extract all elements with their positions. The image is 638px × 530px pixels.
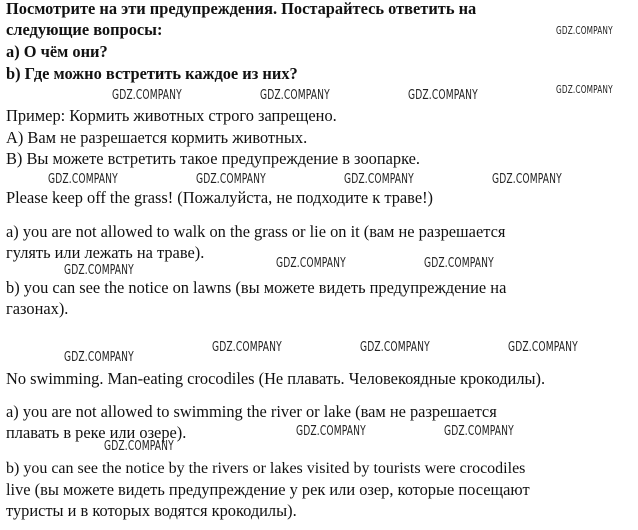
notice2-answer-a-line2: плавать в реке или озере).	[6, 423, 187, 442]
notice1-answer-b-line1: b) you can see the notice on lawns (вы можете видеть предупреждение на	[6, 278, 507, 297]
watermark: GDZ.COMPANY	[408, 88, 478, 103]
notice1-answer-a-line1: a) you are not allowed to walk on the grass or lie on it (вам не разрешается	[6, 222, 506, 241]
notice2-answer-b-line1: b) you can see the notice by the rivers or lakes visited by tourists were crocodiles	[6, 460, 526, 477]
watermark: GDZ.COMPANY	[112, 88, 182, 103]
notice1-answer-a-line2: гулять или лежать на траве).	[6, 243, 205, 262]
notice2-answer-a-line1: a) you are not allowed to swimming the river or lake (вам не разрешается	[6, 402, 497, 421]
watermark: GDZ.COMPANY	[196, 172, 266, 187]
watermark: GDZ.COMPANY	[104, 439, 174, 454]
example-line3: В) Вы можете встретить такое предупреждение в зоопарке.	[6, 149, 420, 168]
watermark: GDZ.COMPANY	[360, 340, 430, 355]
question-b: b) Где можно встретить каждое из них?	[6, 64, 298, 83]
notice1-answer-b-line2: газонах).	[6, 299, 69, 318]
watermark: GDZ.COMPANY	[296, 424, 366, 439]
notice2-answer-b-line2: live (вы можете видеть предупреждение у рек или озер, которые посещают	[6, 480, 530, 499]
question-a: a) О чём они?	[6, 42, 108, 61]
watermark: GDZ.COMPANY	[260, 88, 330, 103]
watermark: GDZ.COMPANY	[424, 256, 494, 271]
watermark: GDZ.COMPANY	[508, 340, 578, 355]
notice2-title: No swimming. Man-eating crocodiles (Не плавать. Человекоядные крокодилы).	[6, 369, 546, 388]
task-heading-line1: Посмотрите на эти предупреждения. Постарайтесь ответить на	[6, 0, 477, 18]
watermark: GDZ.COMPANY	[64, 263, 134, 278]
example-line1: Пример: Кормить животных строго запрещено.	[6, 106, 337, 125]
example-line2: А) Вам не разрешается кормить животных.	[6, 128, 308, 147]
watermark: GDZ.COMPANY	[556, 84, 613, 96]
watermark: GDZ.COMPANY	[492, 172, 562, 187]
watermark: GDZ.COMPANY	[276, 256, 346, 271]
watermark: GDZ.COMPANY	[444, 424, 514, 439]
watermark: GDZ.COMPANY	[64, 350, 134, 365]
watermark: GDZ.COMPANY	[344, 172, 414, 187]
notice2-answer-b-line3: туристы и в которых водятся крокодилы).	[6, 501, 297, 520]
watermark: GDZ.COMPANY	[556, 25, 613, 37]
notice1-title: Please keep off the grass! (Пожалуйста, не подходите к траве!)	[6, 188, 434, 207]
task-heading-line2: следующие вопросы:	[6, 20, 163, 39]
watermark: GDZ.COMPANY	[212, 340, 282, 355]
watermark: GDZ.COMPANY	[48, 172, 118, 187]
